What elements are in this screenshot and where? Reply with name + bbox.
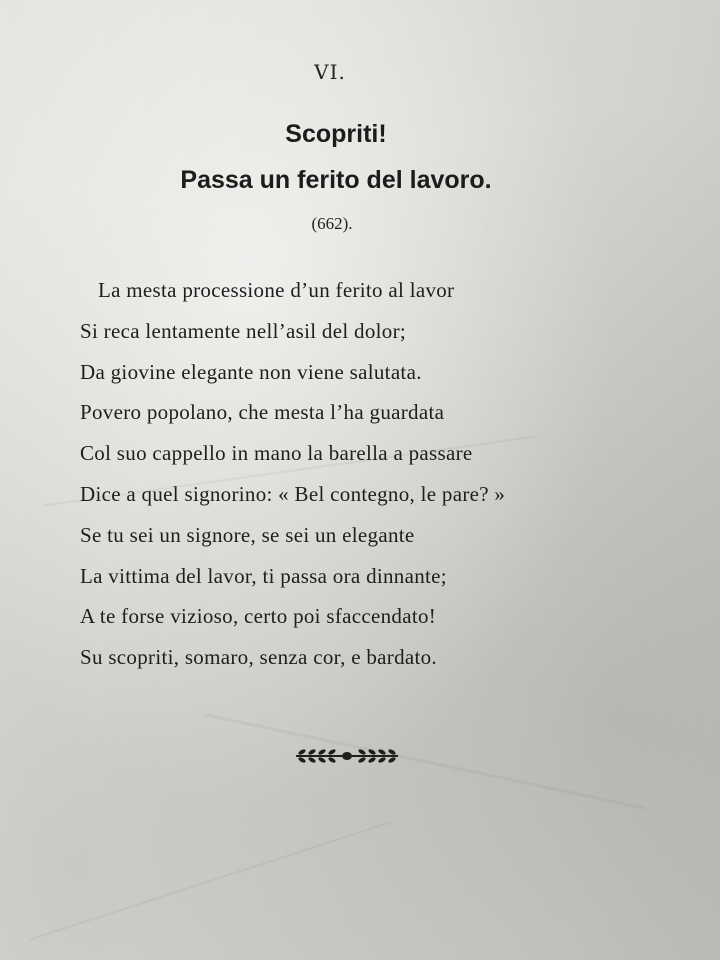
chapter-number: VI. bbox=[314, 60, 346, 84]
poem-number: (662). bbox=[311, 214, 353, 233]
poem-line: Col suo cappello in mano la barella a passare bbox=[80, 441, 473, 466]
poem-line: Su scopriti, somaro, senza cor, e bardato. bbox=[80, 645, 437, 670]
leaf-garland-ornament-icon bbox=[292, 742, 402, 770]
poem-line: La vittima del lavor, ti passa ora dinnante; bbox=[80, 563, 447, 588]
paper-crease bbox=[205, 713, 646, 809]
poem-body bbox=[80, 272, 620, 680]
poem-line: Povero popolano, che mesta l’ha guardata bbox=[80, 400, 445, 425]
poem-line: Da giovine elegante non viene salutata. bbox=[80, 359, 422, 384]
poem-line: Dice a quel signorino: « Bel contegno, le pare? » bbox=[80, 481, 506, 506]
poem-line: Se tu sei un signore, se sei un elegante bbox=[80, 522, 415, 547]
poem-title-line-1: Scopriti! bbox=[285, 120, 387, 148]
poem-line: A te forse vizioso, certo poi sfaccendato! bbox=[80, 604, 437, 629]
poem-line: Si reca lentamente nell’asil del dolor; bbox=[80, 318, 407, 343]
poem-title-line-2: Passa un ferito del lavoro. bbox=[180, 166, 492, 194]
poem-line: La mesta processione d’un ferito al lavor bbox=[98, 278, 455, 302]
paper-crease bbox=[29, 821, 391, 940]
